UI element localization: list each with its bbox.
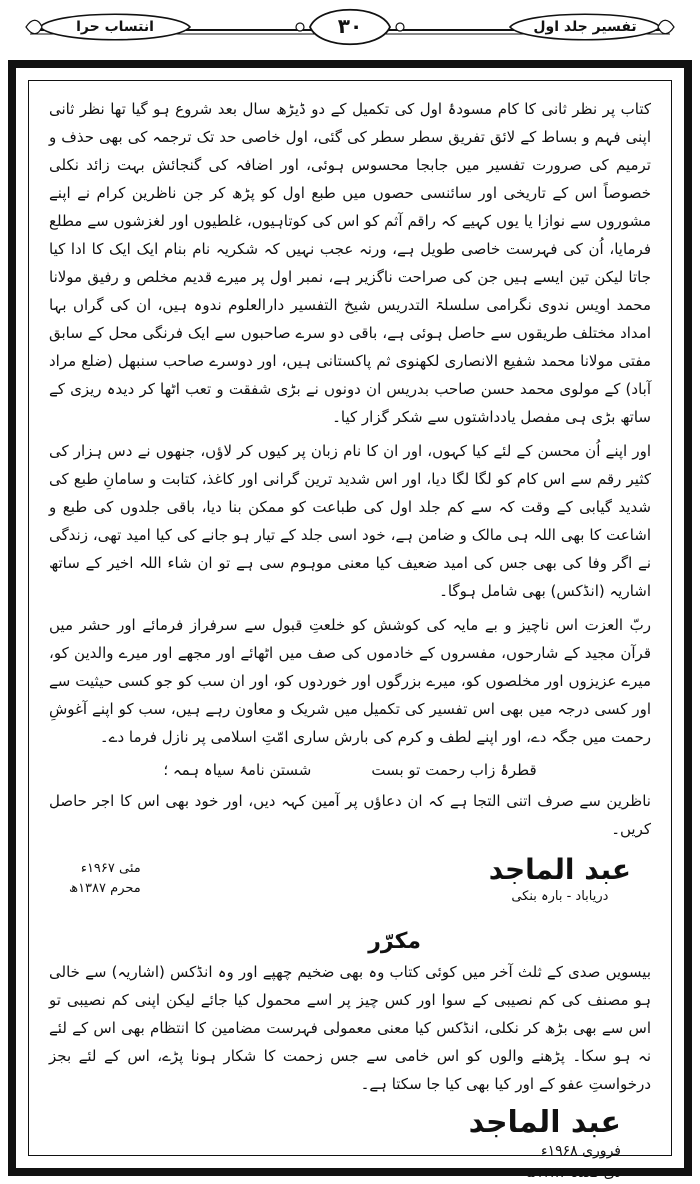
date-hijri-2: ذی قعدہ ۱۳۸۷ھ (526, 1165, 621, 1181)
date-gregorian-2: فروری ۱۹۶۸ء (540, 1143, 621, 1159)
signature-block-1 (49, 853, 651, 925)
date-gregorian: مئی ۱۹۶۷ء (80, 861, 141, 876)
signature-block-2 (49, 1106, 651, 1184)
page-border (8, 60, 692, 1181)
paragraph-prayer: ربّ العزت اس ناچیز و بے مایہ کی کوشش کو خلعتِ قبول سے سرفراز فرمائے اور حشر میں قرآن مجید کے شارحوں، مفسروں کے خادموں کی صف میں اٹھائے اور مجھے اور میرے والدین کو، میرے عزیزوں اور مخلصوں کو، میرے بزرگوں اور خوردوں کو، اور ان سب کو جو کسی حیثیت سے اور کسی درجہ میں بھی اس تفسیر کی تکمیل میں شریک و معاون رہے ہیں، سب کو اپنے آغوشِ رحمت میں جگہ دے، اور اپنے لطف و کرم کی بارش ساری امّتِ اسلامی پر نازل فرما دے۔ (49, 616, 651, 746)
signature-1 (489, 853, 631, 907)
persian-verse (49, 757, 651, 783)
signature-name-2: عبد الماجد (468, 1105, 621, 1140)
page-header (0, 0, 700, 58)
paragraph-benefactor: اور اپنے اُن محسن کے لئے کیا کہوں، اور ان کا نام زبان پر کیوں کر لاؤں، جنھوں نے دس ہزار کی کثیر رقم سے اس کام کو لگا لگا دیا، اور اس شدید ترین گرانی اور کاغذ، کتابت و سامانِ طبع کی شدید گیابی کے وقت کہ سے کم جلد اول کی طباعت کو ممکن بنا دیا، باقی جلدوں کی طبع و اشاعت کا بھی اللہ ہی مالک و ضامن ہے، خود اسی جلد کے تیار ہو جانے کی کیا امید تھی، زندگی نے اگر وفا کی بھی جس کی امید ضعیف کیا معنی موہوم سی ہے تو ان شاء اللہ اخیر کے ساتھ اشاریہ (انڈکس) بھی شامل ہوگا۔ (49, 442, 651, 600)
header-left-label: انتساب حرا (76, 19, 154, 35)
main-text (49, 95, 651, 1181)
reader-request: ناظرین سے صرف اتنی التجا ہے کہ ان دعاؤں پر آمین کہہ دیں، اور خود بھی اس کا اجر حاصل کریں۔ (49, 792, 651, 838)
verse-left-half: شستن نامۂ سیاہ ہمہ ؛ (163, 761, 312, 779)
inner-rule (28, 80, 672, 1181)
date-hijri: محرم ۱۳۸۷ھ (69, 881, 141, 896)
section-heading: مکرّر (368, 929, 421, 954)
verse-right-half: قطرۂ زاب رحمت تو بست (371, 761, 537, 779)
signature-place: دریاباد - بارہ بنکی (511, 889, 609, 904)
signature-name: عبد الماجد (488, 853, 631, 886)
paragraph-index-note: بیسویں صدی کے ثلث آخر میں کوئی کتاب وہ بھی ضخیم چھپے اور وہ انڈکس (اشاریہ) سے خالی ہو مصنف کی کم نصیبی کے سوا اور کس چیز پر اسے محمول کیا جائے لیکن اپنی کم نصیبی تو اس سے بھی بڑھ کر نکلی، انڈکس کیا معنی معمولی فہرست مضامین کا انتظام بھی اس کے لئے نہ ہو سکا۔ پڑھنے والوں کو اس خامی سے جس زحمت کا شکار ہونا پڑے، اس کے لئے بجز درخواستِ عفو کے اور کیا بھی کیا جا سکتا ہے۔ (49, 963, 651, 1093)
page-number: ۳۰ (337, 14, 363, 38)
paragraph-revision: کتاب پر نظر ثانی کا کام مسودۂ اول کی تکمیل کے دو ڈیڑھ سال بعد شروع ہو گیا تھا نظر ثانی اپنی فہم و بساط کے لائق تفریق سطر سطر کی گئی، اول خاصی حد تک ترجمہ کی بھی حذف و ترمیم کی صرورت تفسیر میں جابجا محسوس ہوئی، اور اضافہ کی گنجائش بہت زائد نکلی خصوصاً اس کے تاریخی اور سائنسی حصوں میں طبع اول کو پڑھ کر جن ناظرین کرام نے اپنے مشوروں سے نوازا یا یوں کہیے کہ راقم آثم کو اس کی کوتاہیوں، غلطیوں اور لغزشوں سے مطلع فرمایا، اُن کی فہرست خاصی طویل ہے، ورنہ عجب نہیں کہ شکریہ نام بنام ایک ایک کا ادا کیا جاتا لیکن تین ایسے ہیں جن کی صراحت ناگزیر ہے، نمبر اول پر میرے قدیم مخلص و رفیق مولانا محمد اویس ندوی نگرامی سلسلۃ التدریس شیخ التفسیر دارالعلوم ندوہ ہیں، ان کی گراں بہا امداد مختلف طریقوں سے حاصل ہوئی ہے، باقی دو سرے صاحبوں سے ایک فرنگی محل کے سابق مفتی مولانا محمد شفیع الانصاری لکھنوی ثم پاکستانی ہیں، اور دوسرے صاحب سنبھل (ضلع مراد آباد) کے مولوی محمد حسن صاحب بدریس ان دونوں نے بڑی شفقت و تعب اٹھا کر دیدہ ریزی کے ساتھ بڑی ہی مفصل یادداشتوں سے شکر گزار کیا۔ (49, 100, 651, 426)
date-block-1 (69, 859, 141, 899)
header-right-label: تفسیر جلد اول (533, 19, 637, 35)
